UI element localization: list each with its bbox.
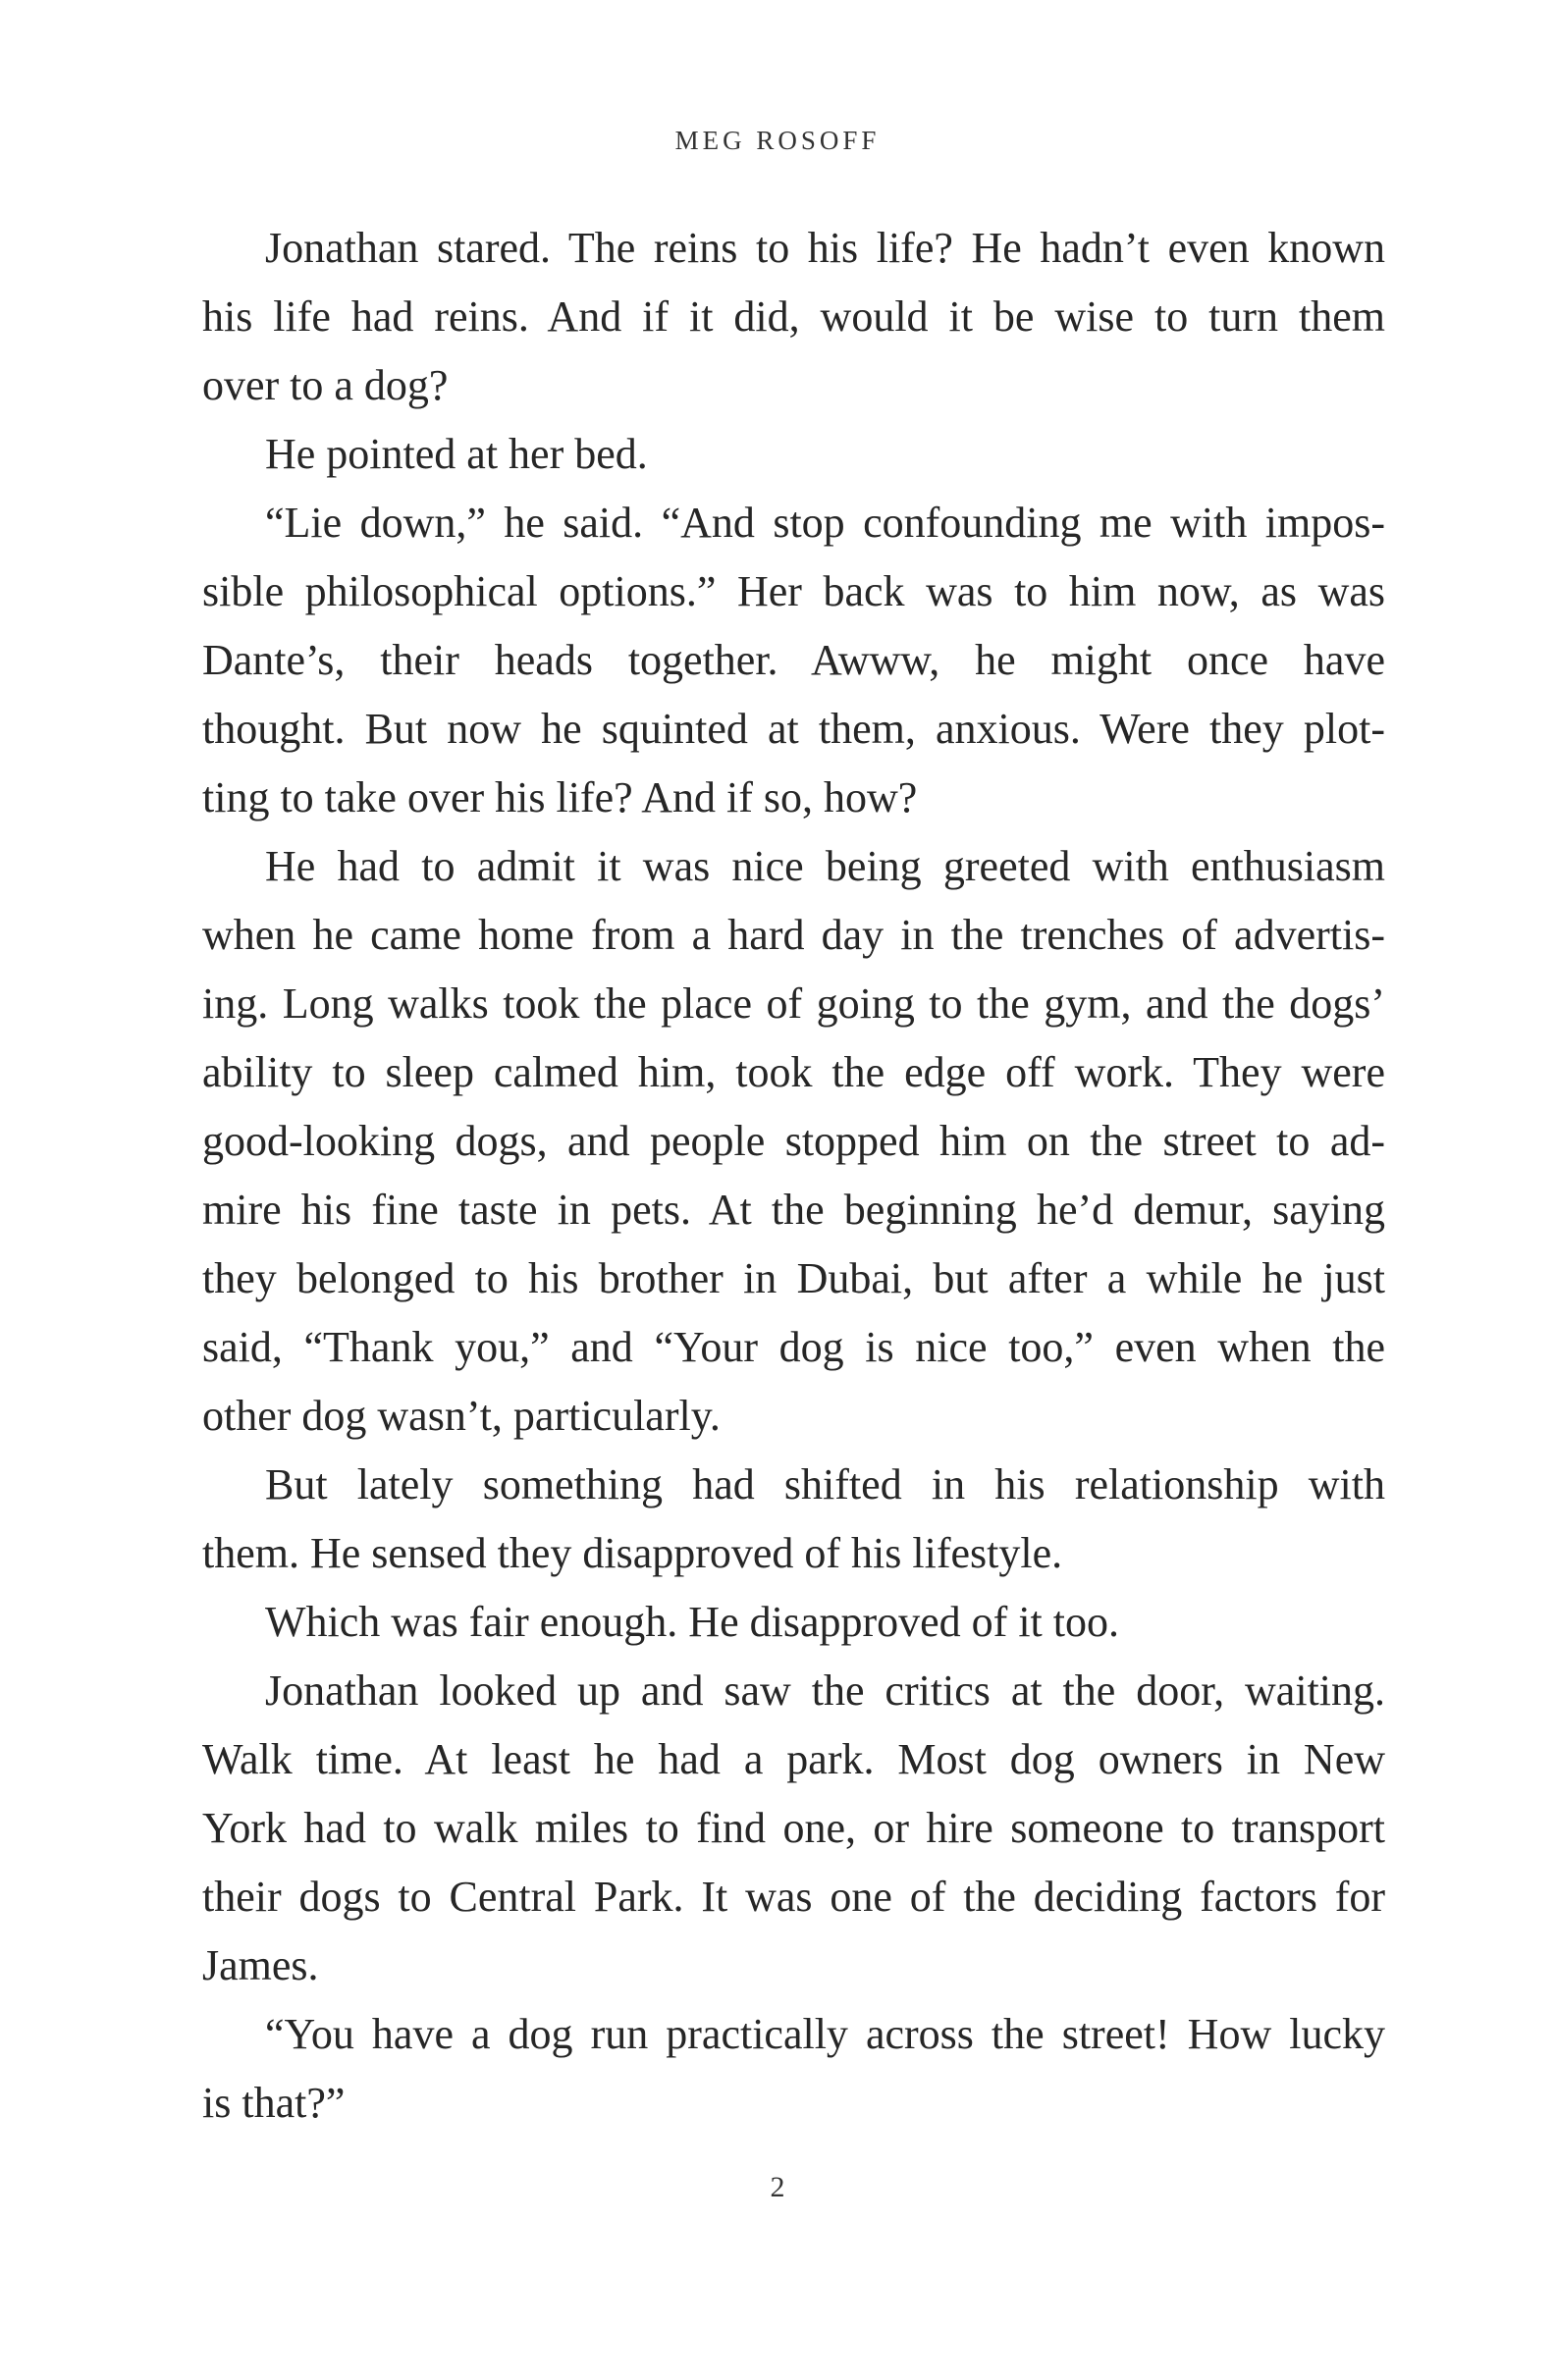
paragraph (202, 214, 1385, 420)
text-line: But lately something had shifted in his relationship with (265, 1460, 1385, 1508)
page-number: 2 (770, 2171, 785, 2203)
paragraph (202, 420, 1385, 489)
text-line: is that?” (202, 2079, 346, 2127)
text-line: mire his fine taste in pets. At the beginning he’d demur, saying (202, 1186, 1385, 1234)
paragraph (202, 489, 1385, 832)
paragraph (202, 1588, 1385, 1657)
text-line: other dog wasn’t, particularly. (202, 1392, 721, 1440)
text-line: they belonged to his brother in Dubai, but after a while he just (202, 1254, 1385, 1302)
text-line: James. (202, 1941, 319, 1989)
text-line: He had to admit it was nice being greeted with enthusiasm (265, 842, 1385, 890)
paragraph (202, 832, 1385, 1451)
paragraph (202, 1657, 1385, 2000)
text-line: ability to sleep calmed him, took the edge off work. They were (202, 1048, 1385, 1096)
text-line: Walk time. At least he had a park. Most dog owners in New (202, 1735, 1385, 1783)
text-line: Jonathan stared. The reins to his life? He hadn’t even known (265, 224, 1385, 272)
text-line: when he came home from a hard day in the trenches of advertis- (202, 911, 1385, 959)
body-text (202, 214, 1385, 2138)
text-line: over to a dog? (202, 361, 449, 409)
text-line: Dante’s, their heads together. Awww, he might once have (202, 636, 1385, 684)
text-line: He pointed at her bed. (265, 430, 648, 478)
text-line: their dogs to Central Park. It was one of the deciding factors for (202, 1873, 1385, 1921)
text-line: York had to walk miles to find one, or hire someone to transport (202, 1804, 1385, 1852)
paragraph (202, 2000, 1385, 2138)
text-line: Which was fair enough. He disapproved of it too. (265, 1598, 1119, 1646)
text-line: ting to take over his life? And if so, how? (202, 773, 918, 821)
text-line: “Lie down,” he said. “And stop confounding me with impos- (265, 499, 1385, 547)
text-line: them. He sensed they disapproved of his lifestyle. (202, 1529, 1063, 1577)
text-line: Jonathan looked up and saw the critics at the door, waiting. (265, 1666, 1385, 1715)
paragraph (202, 1451, 1385, 1588)
text-line: said, “Thank you,” and “Your dog is nice too,” even when the (202, 1323, 1385, 1371)
text-line: his life had reins. And if it did, would it be wise to turn them (202, 292, 1385, 341)
text-line: thought. But now he squinted at them, anxious. Were they plot- (202, 705, 1385, 753)
running-header: MEG ROSOFF (674, 126, 881, 155)
text-line: good-looking dogs, and people stopped him on the street to ad- (202, 1117, 1385, 1165)
text-line: sible philosophical options.” Her back was to him now, as was (202, 567, 1385, 615)
text-line: “You have a dog run practically across the street! How lucky (265, 2010, 1385, 2058)
text-line: ing. Long walks took the place of going to the gym, and the dogs’ (202, 979, 1385, 1028)
